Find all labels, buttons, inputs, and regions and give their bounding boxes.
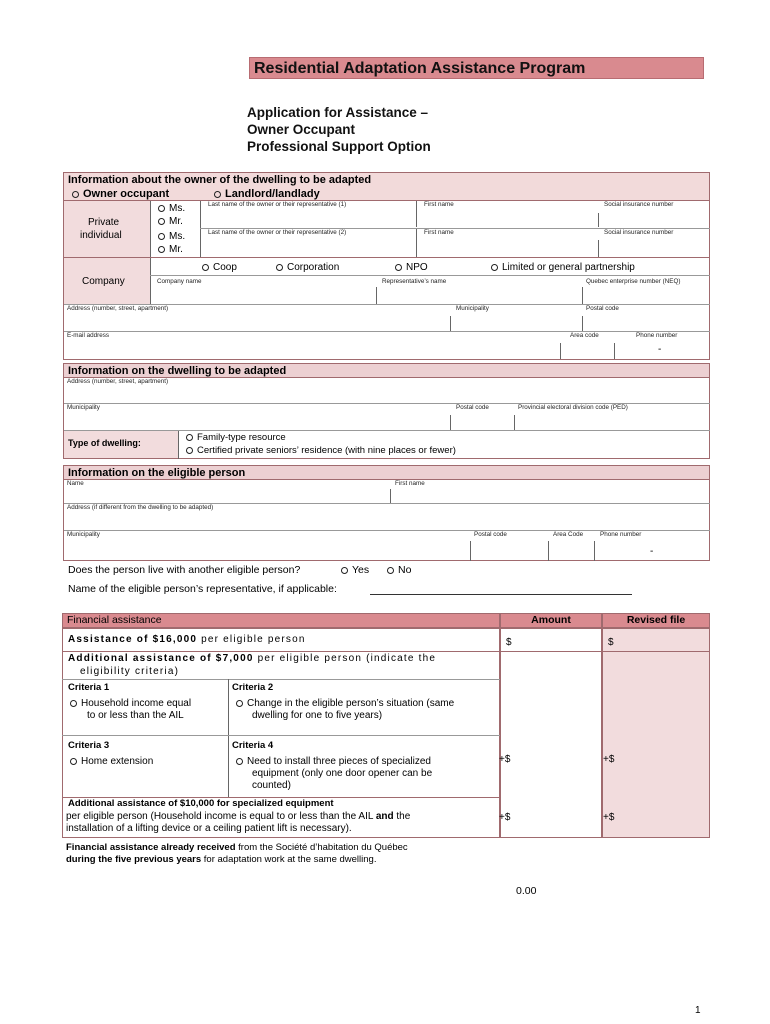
eligible-municipality-label: Municipality (67, 531, 100, 538)
owner-phone-dash: - (658, 344, 662, 355)
revised-col-header: Revised file (602, 613, 710, 628)
ms-label-1: Ms. (169, 203, 186, 214)
owner-occupant-label: Owner occupant (83, 188, 170, 200)
amount-col (500, 628, 602, 838)
eligible-address-label: Address (if different from the dwelling to be adapted) (67, 504, 214, 511)
owner-firstname-2-label: First name (424, 229, 454, 236)
criteria-2-text: Change in the eligible person’s situation (same (247, 698, 455, 709)
coop-radio[interactable] (202, 264, 209, 271)
partnership-radio[interactable] (491, 264, 498, 271)
dwelling-postal-label: Postal code (456, 404, 489, 411)
corporation-radio[interactable] (276, 264, 283, 271)
family-type-radio[interactable] (186, 434, 193, 441)
criteria-4: Criteria 4 (232, 740, 274, 751)
private-label-2: individual (80, 230, 122, 241)
owner-address-label: Address (number, street, apartment) (67, 305, 169, 312)
criteria-1-text-2: to or less than the AIL (87, 710, 184, 721)
criteria-3-text: Home extension (81, 756, 154, 767)
owner-area-code-label: Area code (570, 332, 599, 339)
financial-header (62, 613, 500, 628)
owner-email-label: E-mail address (67, 332, 109, 339)
addl-7k-line2: eligibility criteria) (80, 666, 180, 677)
owner-firstname-1-label: First name (424, 201, 454, 208)
revised-16k-dollar: $ (608, 637, 614, 648)
owner-sin-1-label: Social insurance number (604, 201, 674, 208)
subtitle-line-3: Professional Support Option (247, 139, 431, 154)
rep-name-label: Representative’s name (382, 278, 447, 285)
dwelling-type-label: Type of dwelling: (68, 438, 141, 448)
amount-col-header: Amount (500, 613, 602, 628)
financial-title: Financial assistance (67, 614, 162, 626)
eligible-phone-label: Phone number (600, 531, 642, 538)
owner-postal-label: Postal code (586, 305, 619, 312)
criteria-1-text: Household income equal (81, 698, 192, 709)
npo-label: NPO (406, 262, 428, 273)
family-type-label: Family-type resource (197, 432, 286, 443)
addl-10k-title: Additional assistance of $10,000 for specialized equipment (68, 798, 334, 809)
no-radio[interactable] (387, 567, 394, 574)
ms-radio-1[interactable] (158, 205, 165, 212)
subtitle-line-1: Application for Assistance – (247, 105, 429, 120)
criteria-2: Criteria 2 (232, 682, 274, 693)
mr-radio-2[interactable] (158, 246, 165, 253)
revised-col (602, 628, 710, 838)
owner-lastname-1-label: Last name of the owner or their representative (1) (208, 201, 347, 208)
criteria-3-radio[interactable] (70, 758, 77, 765)
eligible-firstname-label: First name (395, 480, 425, 487)
company-label: Company (82, 276, 125, 287)
ms-label-2: Ms. (169, 231, 186, 242)
owner-section-title: Information about the owner of the dwelling to be adapted (68, 174, 372, 186)
rep-input-line[interactable] (370, 594, 632, 595)
eligible-question: Does the person live with another eligible person? (68, 564, 301, 576)
yes-label: Yes (352, 564, 370, 576)
total-amount: 0.00 (516, 885, 537, 897)
owner-phone-label: Phone number (636, 332, 678, 339)
addl-7k: Additional assistance of $7,000 per eligible person (indicate the (68, 653, 437, 664)
eligible-name-label: Name (67, 480, 84, 487)
mr-radio-1[interactable] (158, 218, 165, 225)
criteria-1-radio[interactable] (70, 700, 77, 707)
amount-16k-dollar: $ (506, 637, 512, 648)
page-number: 1 (695, 1005, 701, 1016)
dwelling-ped-label: Provincial electoral division code (PED) (518, 404, 628, 411)
coop-label: Coop (213, 262, 237, 273)
eligible-section-title: Information on the eligible person (68, 467, 246, 479)
assist-16k: Assistance of $16,000 per eligible person (68, 634, 306, 645)
no-label: No (398, 564, 412, 576)
criteria-4-text-2: equipment (only one door opener can be (252, 768, 433, 779)
already-received-2: during the five previous years for adaptation work at the same dwelling. (66, 854, 377, 865)
owner-section-header (63, 172, 710, 201)
criteria-4-radio[interactable] (236, 758, 243, 765)
owner-lastname-2-label: Last name of the owner or their representative (2) (208, 229, 347, 236)
dwelling-address-label: Address (number, street, apartment) (67, 378, 169, 385)
criteria-4-text: Need to install three pieces of specialized (247, 756, 431, 767)
revised-10k-plus: +$ (603, 812, 615, 823)
amount-7k-plus: +$ (499, 754, 511, 765)
owner-occupant-radio[interactable] (72, 191, 79, 198)
dwelling-section-header (63, 363, 710, 378)
npo-radio[interactable] (395, 264, 402, 271)
already-received: Financial assistance already received from the Société d’habitation du Québec (66, 842, 408, 853)
private-individual-cell (64, 201, 150, 257)
dwelling-municipality-label: Municipality (67, 404, 100, 411)
criteria-2-radio[interactable] (236, 700, 243, 707)
addl-10k-text: per eligible person (Household income is equal to or less than the AIL and the (66, 811, 411, 822)
mr-label-1: Mr. (169, 216, 183, 227)
criteria-4-text-3: counted) (252, 780, 291, 791)
addl-10k-text-2: installation of a lifting device or a ceiling patient lift is necessary). (66, 823, 352, 834)
landlord-label: Landlord/landlady (225, 188, 320, 200)
rep-question: Name of the eligible person’s representative, if applicable: (68, 583, 337, 595)
partnership-label: Limited or general partnership (502, 262, 635, 273)
eligible-area-code-label: Area Code (553, 531, 584, 538)
seniors-residence-radio[interactable] (186, 447, 193, 454)
eligible-section-header (63, 465, 710, 480)
eligible-postal-label: Postal code (474, 531, 507, 538)
criteria-1: Criteria 1 (68, 682, 110, 693)
owner-municipality-label: Municipality (456, 305, 489, 312)
mr-label-2: Mr. (169, 244, 183, 255)
corporation-label: Corporation (287, 262, 340, 273)
owner-sin-2-label: Social insurance number (604, 229, 674, 236)
eligible-phone-dash: - (650, 546, 654, 557)
company-name-label: Company name (157, 278, 202, 285)
dwelling-section-title: Information on the dwelling to be adapted (68, 365, 287, 377)
subtitle-line-2: Owner Occupant (247, 122, 356, 137)
private-label-1: Private (88, 217, 120, 228)
criteria-3: Criteria 3 (68, 740, 110, 751)
landlord-radio[interactable] (214, 191, 221, 198)
page-title: Residential Adaptation Assistance Program (249, 57, 704, 79)
amount-10k-plus: +$ (499, 812, 511, 823)
criteria-2-text-2: dwelling for one to five years) (252, 710, 383, 721)
ms-radio-2[interactable] (158, 233, 165, 240)
neq-label: Quebec enterprise number (NEQ) (586, 278, 681, 285)
revised-7k-plus: +$ (603, 754, 615, 765)
seniors-residence-label: Certified private seniors’ residence (with nine places or fewer) (197, 445, 456, 456)
yes-radio[interactable] (341, 567, 348, 574)
